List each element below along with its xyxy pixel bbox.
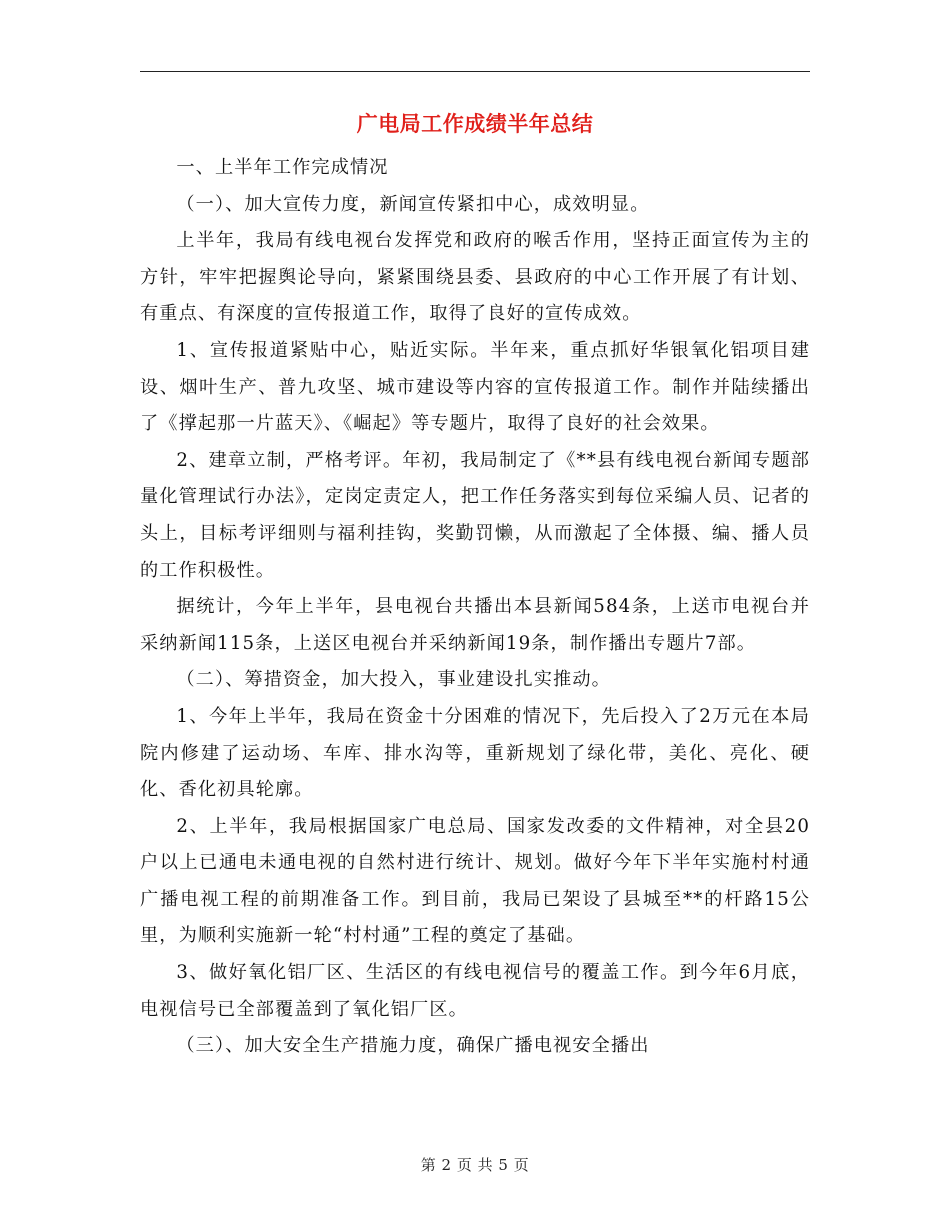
body-paragraph: 2、建章立制，严格考评。年初，我局制定了《**县有线电视台新闻专题部量化管理试行办法》，定岗定责定人，把工作任务落实到每位采编人员、记者的头上，目标考评细则与福利挂钩，奖勤罚懒，从而激起了全体摄、编、播人员的工作积极性。	[140, 449, 810, 581]
document-body	[140, 150, 810, 1065]
page-footer	[0, 1154, 950, 1175]
section-heading-1: 一、上半年工作完成情况	[176, 157, 389, 178]
body-paragraph: 1、宣传报道紧贴中心，贴近实际。半年来，重点抓好华银氧化铝项目建设、烟叶生产、普九攻坚、城市建设等内容的宣传报道工作。制作并陆续播出了《撑起那一片蓝天》、《崛起》等专题片，取得了良好的社会效果。	[140, 339, 810, 435]
body-paragraph: 1、今年上半年，我局在资金十分困难的情况下，先后投入了2万元在本局院内修建了运动场、车库、排水沟等，重新规划了绿化带，美化、亮化、硬化、香化初具轮廓。	[140, 705, 810, 801]
body-paragraph: 3、做好氧化铝厂区、生活区的有线电视信号的覆盖工作。到今年6月底，电视信号已全部覆盖到了氧化铝厂区。	[140, 962, 810, 1020]
subsection-heading-3: （三）、加大安全生产措施力度，确保广播电视安全播出	[176, 1035, 650, 1057]
document-title: 广电局工作成绩半年总结	[356, 112, 594, 136]
subsection-heading-1: （一）、加大宣传力度，新闻宣传紧扣中心，成效明显。	[176, 193, 650, 215]
header-rule	[140, 71, 810, 72]
body-paragraph: 上半年，我局有线电视台发挥党和政府的喉舌作用，坚持正面宣传为主的方针，牢牢把握舆论导向，紧紧围绕县委、县政府的中心工作开展了有计划、有重点、有深度的宣传报道工作，取得了良好的宣传成效。	[140, 230, 810, 325]
body-paragraph: 据统计，今年上半年，县电视台共播出本县新闻584条，上送市电视台并采纳新闻115条，上送区电视台并采纳新闻19条，制作播出专题片7部。	[140, 596, 810, 654]
page-number-label: 第 2 页 共 5 页	[420, 1156, 530, 1174]
body-paragraph: 2、上半年，我局根据国家广电总局、国家发改委的文件精神，对全县20户以上已通电未通电视的自然村进行统计、规划。做好今年下半年实施村村通广播电视工程的前期准备工作。到目前，我局已架设了县城至**的杆路15公里，为顺利实施新一轮“村村通”工程的奠定了基础。	[140, 815, 810, 947]
subsection-heading-2: （二）、筹措资金，加大投入，事业建设扎实推动。	[176, 669, 611, 691]
